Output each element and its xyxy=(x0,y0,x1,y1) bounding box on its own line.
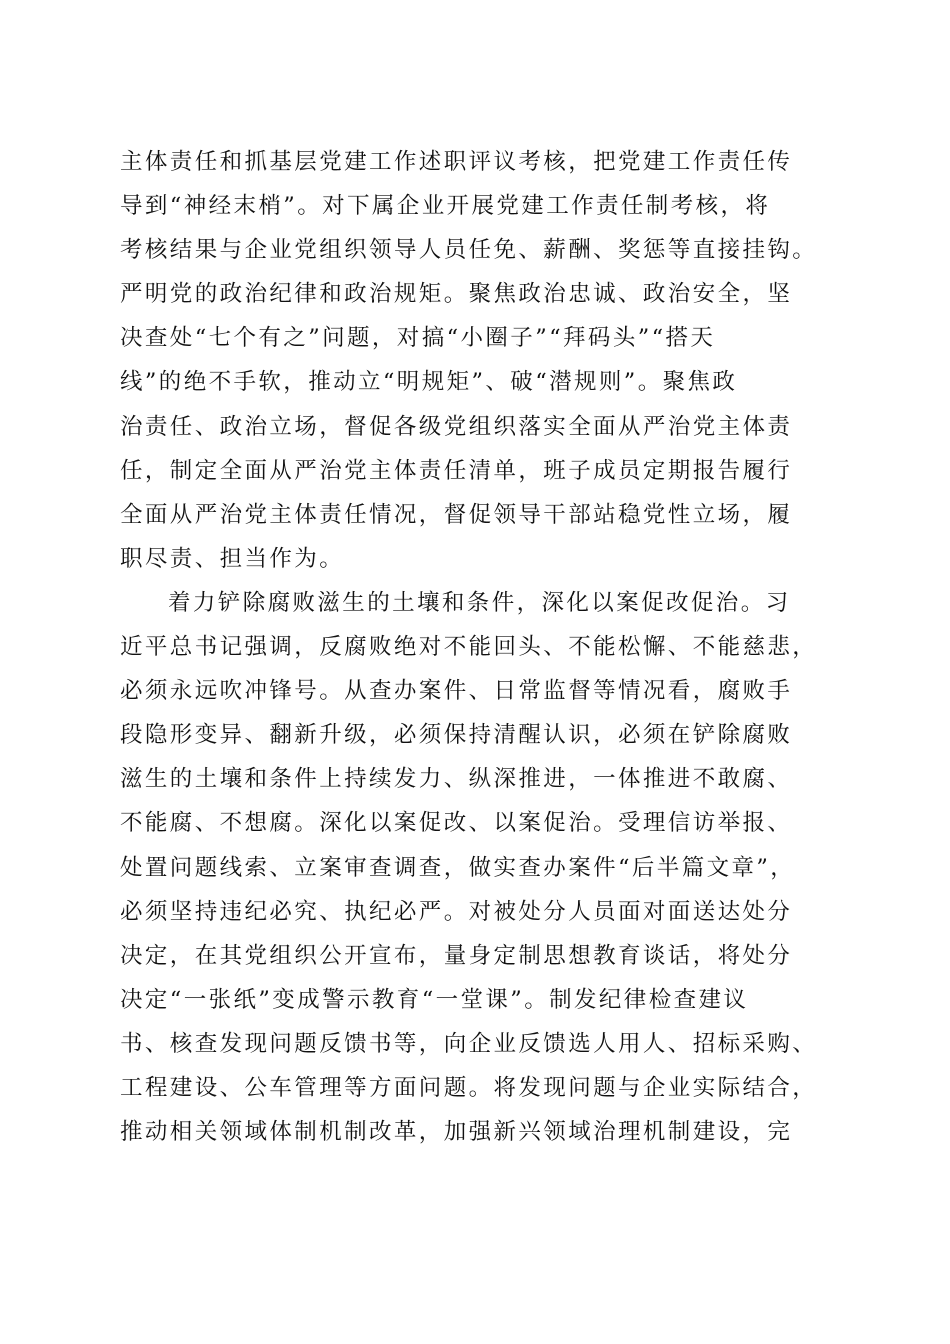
text-line: 着力铲除腐败滋生的土壤和条件，深化以案促改促治。习 xyxy=(168,589,791,616)
body-text xyxy=(120,140,840,1154)
text-line: 主体责任和抓基层党建工作述职评议考核，把党建工作责任传 xyxy=(120,149,793,175)
paragraph-1 xyxy=(120,140,840,581)
text-line: 必须永远吹冲锋号。从查办案件、日常监督等情况看，腐败手 xyxy=(120,678,793,705)
text-line: 近平总书记强调，反腐败绝对不能回头、不能松懈、不能慈悲， xyxy=(120,634,818,661)
paragraph-2 xyxy=(120,581,840,1154)
text-line: 书、核查发现问题反馈书等，向企业反馈选人用人、招标采购、 xyxy=(120,1030,818,1057)
text-line: 段隐形变异、翻新升级，必须保持清醒认识，必须在铲除腐败 xyxy=(120,722,793,749)
text-line: 治责任、政治立场，督促各级党组织落实全面从严治党主体责 xyxy=(120,413,793,440)
text-line: 决定，在其党组织公开宣布，量身定制思想教育谈话，将处分 xyxy=(120,942,793,969)
text-line: 决定“一张纸”变成警示教育“一堂课”。制发纪律检查建议 xyxy=(120,986,749,1013)
text-line: 决查处“七个有之”问题，对搞“小圈子”“拜码头”“搭天 xyxy=(120,325,716,352)
text-line: 不能腐、不想腐。深化以案促改、以案促治。受理信访举报、 xyxy=(120,810,793,837)
text-line: 考核结果与企业党组织领导人员任免、薪酬、奖惩等直接挂钩。 xyxy=(120,237,818,264)
text-line: 推动相关领域体制机制改革，加强新兴领域治理机制建设，完 xyxy=(120,1119,793,1146)
text-line: 滋生的土壤和条件上持续发力、纵深推进，一体推进不敢腐、 xyxy=(120,766,793,793)
text-line: 必须坚持违纪必究、执纪必严。对被处分人员面对面送达处分 xyxy=(120,898,793,925)
text-line: 处置问题线索、立案审查调查，做实查办案件“后半篇文章”， xyxy=(120,854,796,881)
text-line: 严明党的政治纪律和政治规矩。聚焦政治忠诚、政治安全，坚 xyxy=(120,281,793,308)
text-line: 线”的绝不手软，推动立“明规矩”、破“潜规则”。聚焦政 xyxy=(120,369,738,396)
text-line: 任，制定全面从严治党主体责任清单，班子成员定期报告履行 xyxy=(120,457,793,484)
text-line: 全面从严治党主体责任情况，督促领导干部站稳党性立场，履 xyxy=(120,501,793,528)
text-line: 导到“神经末梢”。对下属企业开展党建工作责任制考核，将 xyxy=(120,193,771,220)
text-line: 工程建设、公车管理等方面问题。将发现问题与企业实际结合， xyxy=(120,1074,818,1101)
text-line: 职尽责、担当作为。 xyxy=(120,545,345,572)
